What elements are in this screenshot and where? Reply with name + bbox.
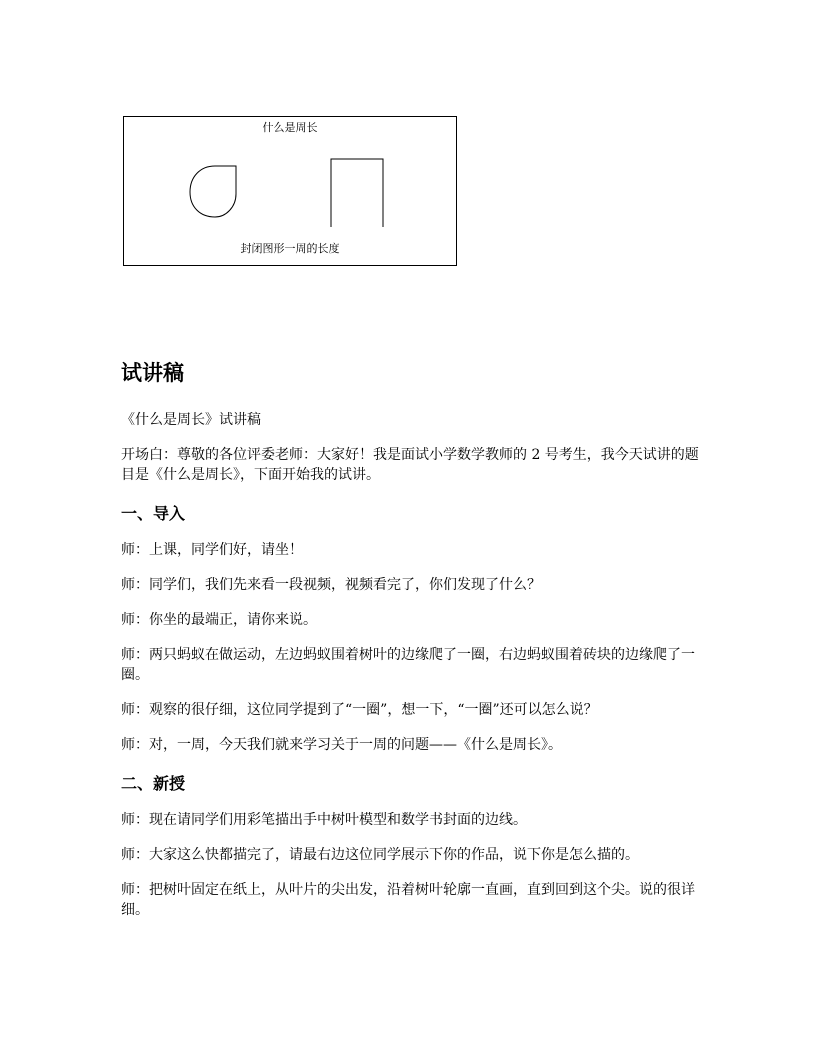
paragraph: 师：观察的很仔细，这位同学提到了“一圈”，想一下，“一圈”还可以怎么说？ xyxy=(121,702,598,718)
paragraph: 师：把树叶固定在纸上，从叶片的尖出发，沿着树叶轮廓一直画，直到回到这个尖。说的很详细。 xyxy=(121,882,695,918)
figure-title: 什么是周长 xyxy=(262,121,318,134)
paragraph: 师：同学们，我们先来看一段视频，视频看完了，你们发现了什么？ xyxy=(121,577,541,593)
leaf-outline-shape xyxy=(190,166,236,217)
paragraph: 师：对，一周，今天我们就来学习关于一周的问题——《什么是周长》。 xyxy=(121,737,562,753)
paragraph: 师：两只蚂蚁在做运动，左边蚂蚁围着树叶的边缘爬了一圈，右边蚂蚁围着砖块的边缘爬了一圈。 xyxy=(121,647,695,683)
section-heading-intro: 一、导入 xyxy=(121,504,186,523)
figure-caption: 封闭图形一周的长度 xyxy=(240,242,340,255)
opening-paragraph: 开场白：尊敬的各位评委老师：大家好！我是面试小学数学教师的 2 号考生，我今天试讲的题目是《什么是周长》，下面开始我的试讲。 xyxy=(121,447,699,483)
section-heading-new-lesson: 二、新授 xyxy=(121,774,186,793)
perimeter-figure xyxy=(123,116,457,266)
paragraph: 师：大家这么快都描完了，请最右边这位同学展示下你的作品，说下你是怎么描的。 xyxy=(121,847,639,863)
paragraph: 师：你坐的最端正，请你来说。 xyxy=(121,612,317,628)
document-body xyxy=(121,358,711,935)
document-subtitle: 《什么是周长》试讲稿 xyxy=(121,412,261,428)
document-title: 试讲稿 xyxy=(121,361,184,385)
paragraph: 师：现在请同学们用彩笔描出手中树叶模型和数学书封面的边线。 xyxy=(121,812,527,828)
paragraph: 师：上课，同学们好，请坐！ xyxy=(121,542,303,558)
open-rectangle-shape xyxy=(331,159,383,227)
